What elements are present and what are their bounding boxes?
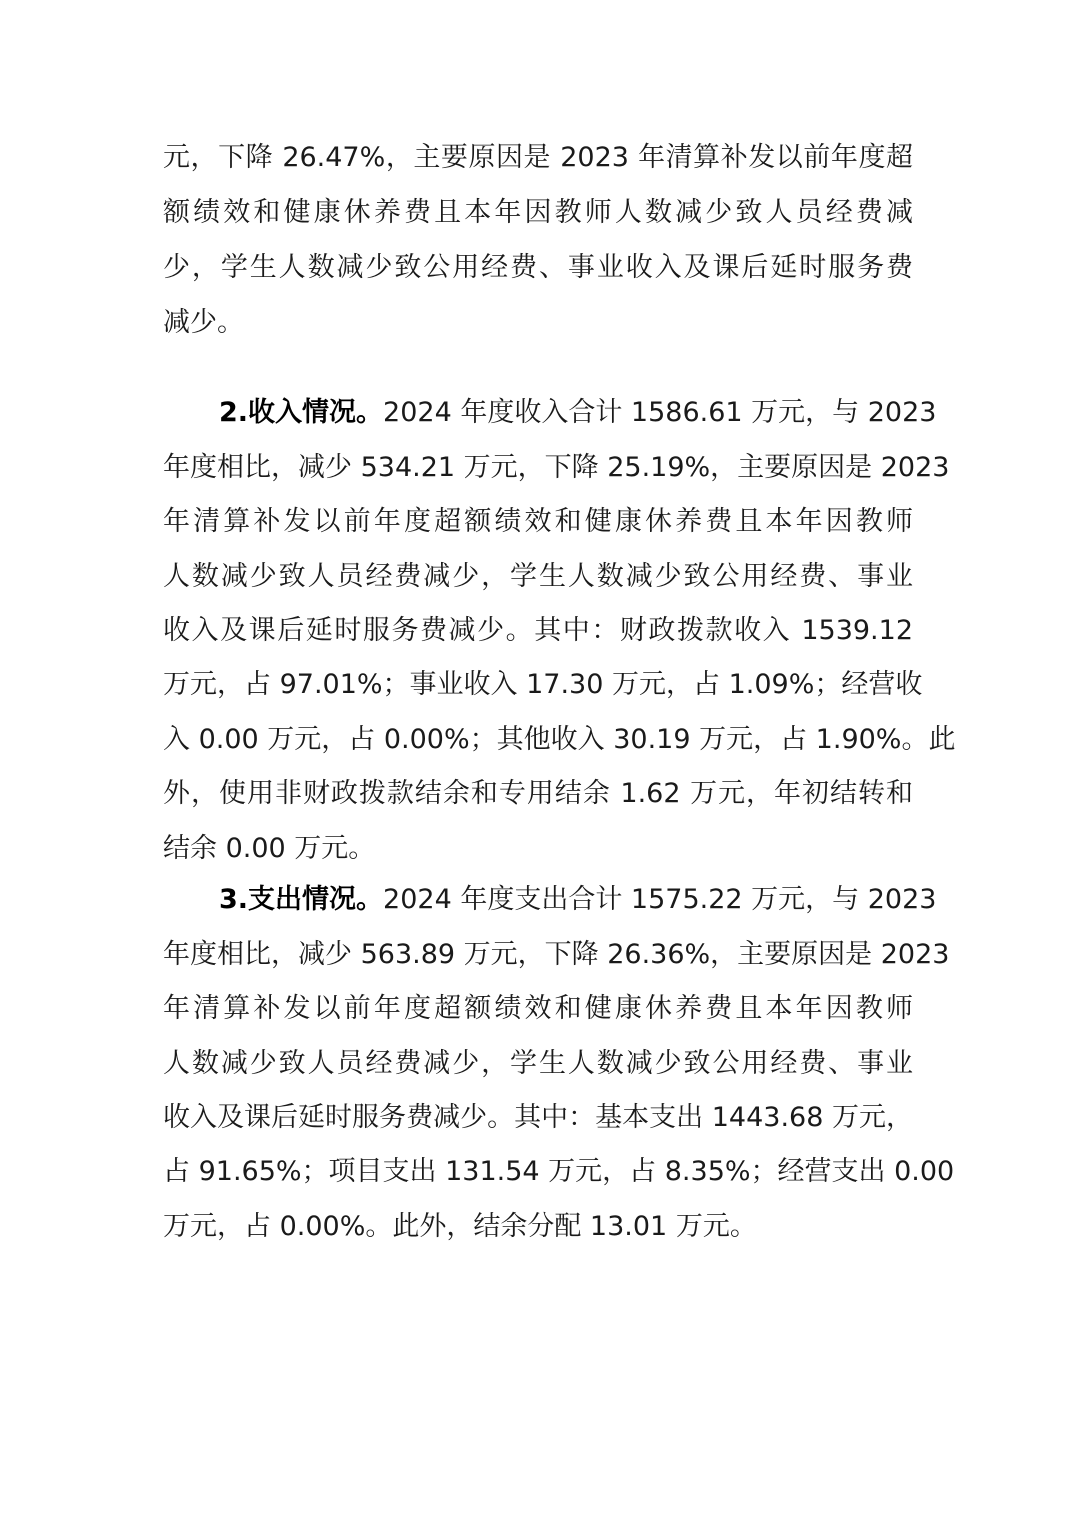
- income-section-heading: 2.收入情况。: [219, 397, 384, 428]
- expense-section-heading: 3.支出情况。: [219, 884, 384, 915]
- paragraph-3-line-7: 万元，占 0.00%。此外，结余分配 13.01 万元。: [163, 1211, 757, 1242]
- paragraph-2-line-4: 人数减少致人员经费减少，学生人数减少致公用经费、事业: [163, 561, 913, 592]
- income-first-line-text: 2024 年度收入合计 1586.61 万元，与 2023: [383, 397, 937, 428]
- paragraph-2-line-5: 收入及课后延时服务费减少。其中：财政拨款收入 1539.12: [163, 615, 913, 646]
- paragraph-1-line-4: 减少。: [163, 307, 244, 338]
- paragraph-2-line-2: 年度相比，减少 534.21 万元，下降 25.19%，主要原因是 2023: [163, 452, 950, 483]
- paragraph-1-line-2: 额绩效和健康休养费且本年因教师人数减少致人员经费减: [163, 197, 913, 228]
- paragraph-2-line-1: [219, 393, 937, 433]
- paragraph-3-line-5: 收入及课后延时服务费减少。其中：基本支出 1443.68 万元，: [163, 1102, 913, 1133]
- paragraph-1-line-3: 少，学生人数减少致公用经费、事业收入及课后延时服务费: [163, 252, 913, 283]
- paragraph-2-line-9: 结余 0.00 万元。: [163, 833, 376, 864]
- paragraph-2-line-7: 入 0.00 万元，占 0.00%；其他收入 30.19 万元，占 1.90%。此: [163, 724, 956, 755]
- paragraph-2-line-8: 外，使用非财政拨款结余和专用结余 1.62 万元，年初结转和: [163, 778, 913, 809]
- paragraph-1-line-1: 元，下降 26.47%，主要原因是 2023 年清算补发以前年度超: [163, 142, 913, 173]
- paragraph-3-line-3: 年清算补发以前年度超额绩效和健康休养费且本年因教师: [163, 993, 913, 1024]
- paragraph-3-line-2: 年度相比，减少 563.89 万元，下降 26.36%，主要原因是 2023: [163, 939, 950, 970]
- expense-first-line-text: 2024 年度支出合计 1575.22 万元，与 2023: [383, 884, 937, 915]
- paragraph-3-line-1: [219, 880, 937, 920]
- paragraph-3-line-6: 占 91.65%；项目支出 131.54 万元，占 8.35%；经营支出 0.00: [163, 1156, 955, 1187]
- paragraph-2-line-3: 年清算补发以前年度超额绩效和健康休养费且本年因教师: [163, 506, 913, 537]
- paragraph-3-line-4: 人数减少致人员经费减少，学生人数减少致公用经费、事业: [163, 1048, 913, 1079]
- paragraph-2-line-6: 万元，占 97.01%；事业收入 17.30 万元，占 1.09%；经营收: [163, 669, 923, 700]
